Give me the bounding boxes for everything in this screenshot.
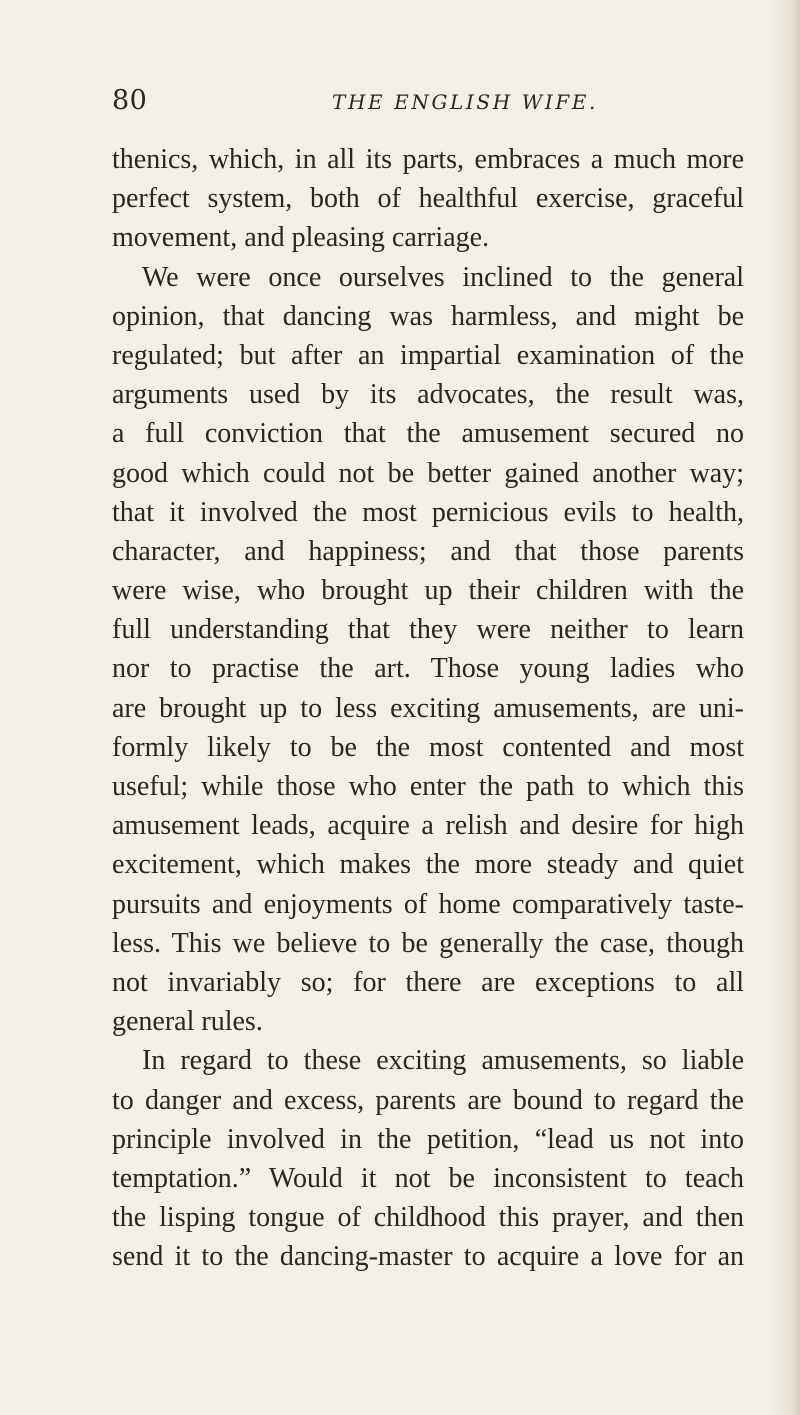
text-line: temptation.” Would it not be inconsistent to teach bbox=[112, 1162, 744, 1194]
text-line: nor to practise the art. Those young ladies who bbox=[112, 653, 744, 685]
text-line: good which could not be better gained another way; bbox=[112, 457, 744, 489]
text-line: amusement leads, acquire a relish and desire for high bbox=[112, 810, 744, 842]
text-line: less. This we believe to be generally the case, though bbox=[112, 927, 744, 959]
page-header bbox=[112, 86, 742, 116]
text-line: arguments used by its advocates, the result was, bbox=[112, 379, 744, 411]
page-number: 80 bbox=[112, 85, 148, 116]
text-line: that it involved the most pernicious evils to health, bbox=[112, 496, 744, 528]
text-line: useful; while those who enter the path to which this bbox=[112, 771, 744, 802]
text-line: a full conviction that the amusement secured no bbox=[112, 418, 744, 450]
text-line: perfect system, both of healthful exercise, graceful bbox=[112, 183, 744, 215]
text-line: opinion, that dancing was harmless, and might be bbox=[112, 300, 744, 332]
text-line: were wise, who brought up their children with the bbox=[112, 575, 744, 607]
body-text bbox=[112, 140, 744, 1276]
page-edge-shadow bbox=[772, 0, 800, 1415]
text-line: formly likely to be the most contented and most bbox=[112, 731, 744, 763]
text-line: character, and happiness; and that those parents bbox=[112, 535, 744, 567]
text-line: movement, and pleasing carriage. bbox=[112, 222, 490, 254]
text-line: not invariably so; for there are exceptions to all bbox=[112, 966, 744, 998]
text-line: the lisping tongue of childhood this prayer, and then bbox=[112, 1202, 744, 1234]
text-line: send it to the dancing-master to acquire a love for an bbox=[112, 1241, 744, 1273]
text-line: are brought up to less exciting amusements, are uni- bbox=[112, 692, 744, 724]
text-line: thenics, which, in all its parts, embraces a much more bbox=[112, 144, 744, 175]
text-line: principle involved in the petition, “lead us not into bbox=[112, 1123, 744, 1155]
running-head: THE ENGLISH WIFE. bbox=[332, 90, 598, 114]
text-line: general rules. bbox=[112, 1006, 263, 1038]
text-line: to danger and excess, parents are bound to regard the bbox=[112, 1084, 744, 1116]
text-line: pursuits and enjoyments of home comparatively taste- bbox=[112, 888, 744, 920]
text-line: regulated; but after an impartial examination of the bbox=[112, 339, 744, 371]
text-line: excitement, which makes the more steady and quiet bbox=[112, 849, 744, 881]
text-line: In regard to these exciting amusements, so liable bbox=[142, 1045, 744, 1077]
text-line: full understanding that they were neither to learn bbox=[112, 614, 744, 646]
text-line: We were once ourselves inclined to the general bbox=[142, 261, 744, 293]
